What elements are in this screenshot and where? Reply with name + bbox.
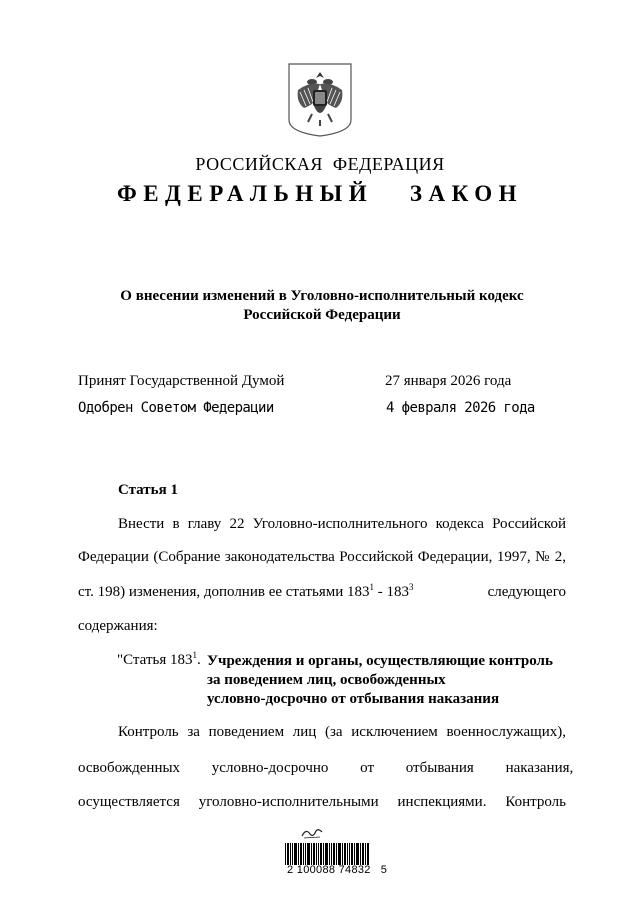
country-name: РОССИЙСКАЯ ФЕДЕРАЦИЯ [195,154,445,174]
heading-line: за поведением лиц, освобожденных [207,672,446,688]
barcode-number: 2 100088 74832 5 [287,864,388,876]
text-fragment: ст. 198) изменения, дополнив ее статьями 183 [78,584,370,600]
heading-line: Учреждения и органы, осуществляющие контроль [207,653,553,669]
text-fragment: следующего [487,584,566,600]
council-approval-date: 4 февраля 2026 года [386,400,535,416]
law-title-line: О внесении изменений в Уголовно-исполнительный кодекс [120,288,524,304]
quoted-article-heading [207,652,577,709]
law-title-line: Российской Федерации [243,307,401,323]
text-fragment: . [196,652,201,668]
superscript: 1 [369,582,374,592]
duma-adoption-date: 27 января 2026 года [385,373,512,389]
paragraph-line: освобожденных условно-досрочно от отбывания наказания, [78,760,574,776]
quoted-article-label [117,652,201,669]
article-heading: Статья 1 [118,482,178,498]
paragraph-line: осуществляется уголовно-исполнительными инспекциями. Контроль [78,794,566,810]
text-fragment [78,584,414,601]
superscript: 1 [192,650,197,660]
paragraph-line: Федерации (Собрание законодательства Российской Федерации, 1997, № 2, [78,549,566,565]
law-type-heading: ФЕДЕРАЛЬНЫЙ ЗАКОН [116,181,524,206]
coat-of-arms-emblem [286,62,354,138]
heading-line: условно-досрочно от отбывания наказания [207,691,500,707]
barcode-graphic [285,843,369,865]
duma-adoption-label: Принят Государственной Думой [78,373,285,389]
paragraph-line: Контроль за поведением лиц (за исключением военнослужащих), [118,724,566,740]
text-fragment: - 183 [374,584,409,600]
law-title [80,287,564,325]
superscript: 3 [409,582,414,592]
text-fragment: "Статья 183 [117,652,193,668]
council-approval-label: Одобрен Советом Федерации [78,400,274,416]
paragraph-line [78,584,566,601]
handwritten-mark [300,826,326,840]
paragraph-line: содержания: [78,618,158,634]
paragraph-line: Внести в главу 22 Уголовно-исполнительного кодекса Российской [118,516,566,532]
